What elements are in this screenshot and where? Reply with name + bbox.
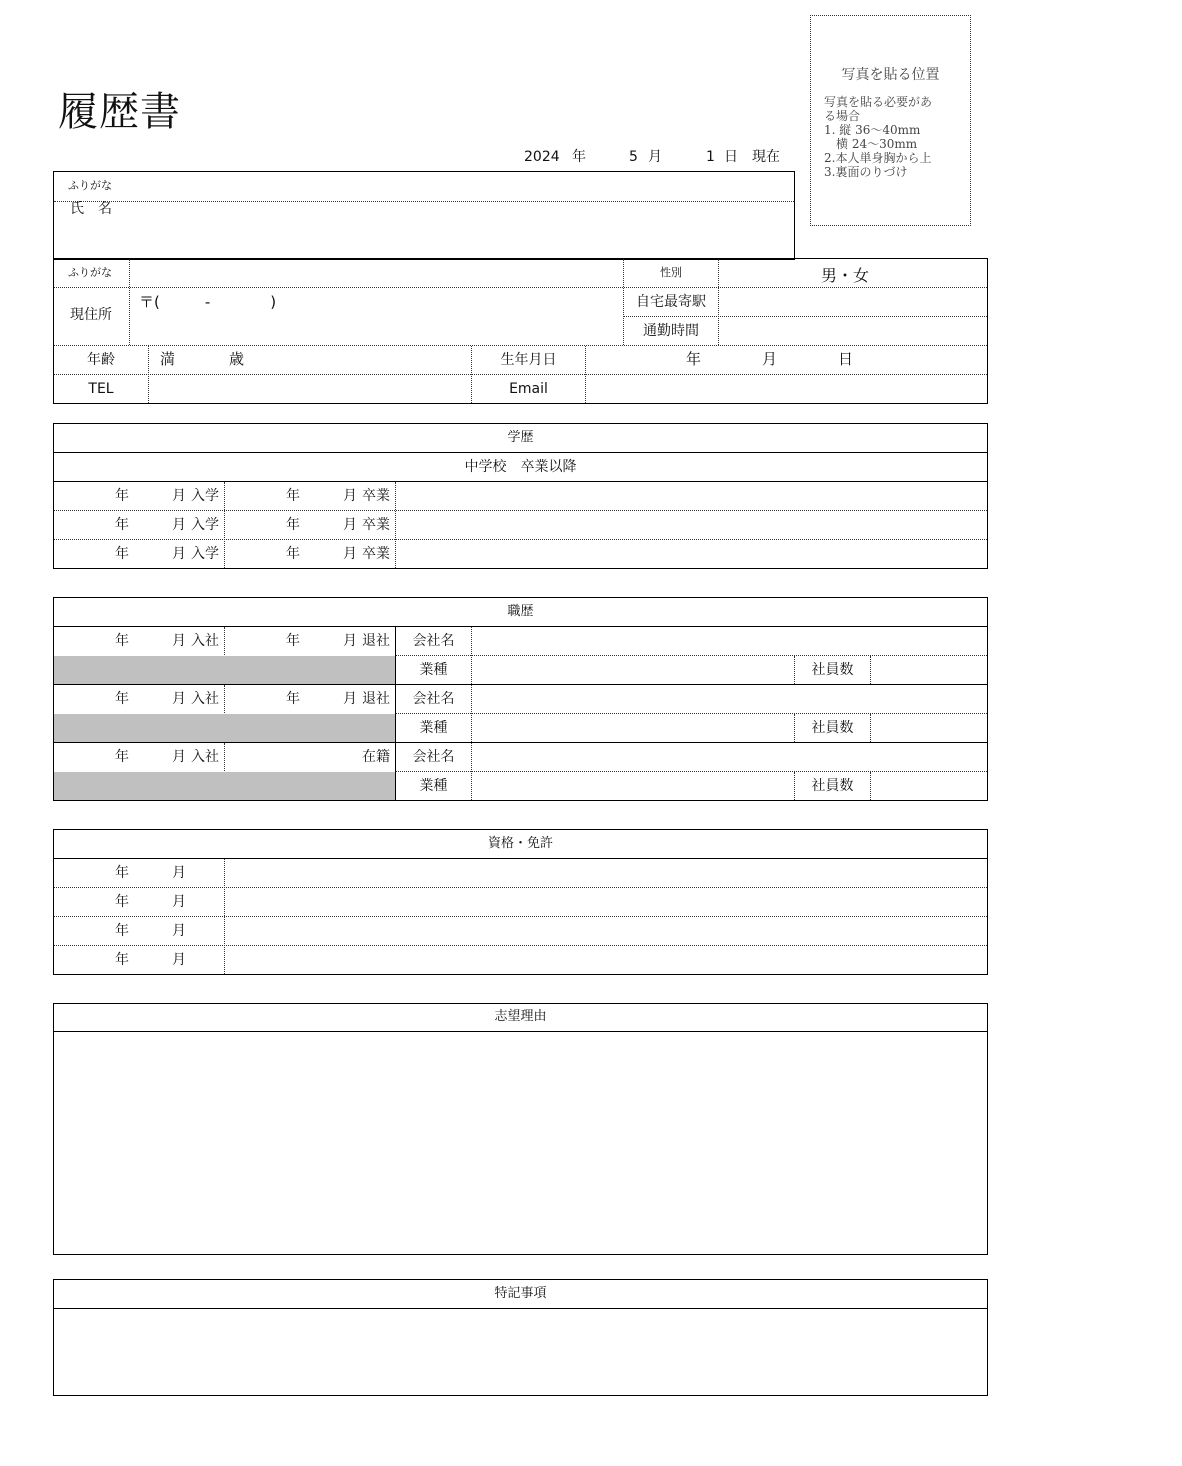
company-label: 会社名 xyxy=(412,633,455,649)
row-year-label: 年 xyxy=(115,749,129,765)
education-subheader: 中学校 卒業以降 xyxy=(464,459,577,475)
birth-month-label: 月 xyxy=(762,350,778,368)
divider xyxy=(54,510,987,511)
education-header: 学歴 xyxy=(507,430,534,445)
row-month-label: 月 xyxy=(172,894,186,910)
row-year-label: 年 xyxy=(286,488,300,504)
divider xyxy=(54,345,987,346)
divider xyxy=(54,374,987,375)
birthdate-label: 生年月日 xyxy=(500,352,557,368)
divider xyxy=(396,771,987,772)
divider xyxy=(54,539,987,540)
company-label: 会社名 xyxy=(412,749,455,765)
row-year-label: 年 xyxy=(115,923,129,939)
notes-textarea[interactable] xyxy=(56,1311,985,1393)
divider xyxy=(148,346,149,403)
row-month-label: 月 xyxy=(172,633,186,649)
row-month-label: 月 xyxy=(172,923,186,939)
row-month-label: 月 xyxy=(172,952,186,968)
join-label: 入社 xyxy=(191,633,219,649)
licenses-header: 資格・免許 xyxy=(487,836,553,851)
join-label: 入社 xyxy=(191,691,219,707)
row-month-label: 月 xyxy=(172,488,186,504)
graduate-label: 卒業 xyxy=(362,488,390,504)
employees-label: 社員数 xyxy=(811,778,854,794)
commute-label: 通勤時間 xyxy=(643,323,699,339)
divider xyxy=(395,482,396,568)
divider xyxy=(396,713,987,714)
age-prefix: 満 xyxy=(160,350,176,368)
row-month-label: 月 xyxy=(172,691,186,707)
row-year-label: 年 xyxy=(115,865,129,881)
company-label: 会社名 xyxy=(412,691,455,707)
notes-header: 特記事項 xyxy=(494,1286,547,1301)
station-label: 自宅最寄駅 xyxy=(636,294,706,310)
employees-label: 社員数 xyxy=(811,662,854,678)
row-year-label: 年 xyxy=(115,546,129,562)
divider xyxy=(870,656,871,684)
name-label: 氏 名 xyxy=(70,201,112,217)
document-title: 履歴書 xyxy=(58,89,181,135)
leave-label: 退社 xyxy=(362,633,390,649)
row-month-label: 月 xyxy=(343,517,357,533)
date-month-label: 月 xyxy=(648,149,662,165)
name-furigana-input[interactable] xyxy=(130,172,790,200)
shaded-cell xyxy=(54,772,395,800)
row-year-label: 年 xyxy=(115,952,129,968)
divider xyxy=(396,655,987,656)
row-month-label: 月 xyxy=(172,865,186,881)
enter-label: 入学 xyxy=(191,517,219,533)
email-label: Email xyxy=(509,381,548,397)
motivation-header: 志望理由 xyxy=(494,1009,547,1024)
tel-label: TEL xyxy=(88,381,114,397)
photo-title: 写真を貼る位置 xyxy=(841,67,940,83)
row-year-label: 年 xyxy=(286,633,300,649)
divider xyxy=(54,287,987,288)
enter-label: 入学 xyxy=(191,488,219,504)
date-year-value[interactable]: 2024 xyxy=(524,149,560,165)
divider xyxy=(54,916,987,917)
photo-instruction-line: 横 24〜30mm xyxy=(836,137,918,151)
current-label: 在籍 xyxy=(362,749,390,765)
name-input[interactable] xyxy=(130,202,790,258)
tel-input[interactable] xyxy=(150,376,470,402)
divider xyxy=(54,684,987,685)
divider xyxy=(54,887,987,888)
photo-instruction-line: る場合 xyxy=(824,109,861,123)
row-year-label: 年 xyxy=(286,691,300,707)
industry-label: 業種 xyxy=(419,720,448,736)
row-month-label: 月 xyxy=(343,546,357,562)
photo-instruction-line: 2.本人単身胸から上 xyxy=(824,151,932,165)
gender-value[interactable]: 男・女 xyxy=(820,266,869,285)
employees-label: 社員数 xyxy=(811,720,854,736)
leave-label: 退社 xyxy=(362,691,390,707)
address-furigana-input[interactable] xyxy=(131,260,621,286)
graduate-label: 卒業 xyxy=(362,517,390,533)
row-year-label: 年 xyxy=(115,894,129,910)
email-input[interactable] xyxy=(587,376,986,402)
age-suffix: 歳 xyxy=(229,350,245,368)
photo-instruction-line: 1. 縦 36〜40mm xyxy=(824,123,921,137)
gender-label: 性別 xyxy=(660,266,682,279)
divider xyxy=(54,1308,987,1309)
photo-instruction-line: 3.裏面のりづけ xyxy=(824,165,908,179)
date-year-label: 年 xyxy=(572,149,586,165)
row-year-label: 年 xyxy=(286,517,300,533)
row-month-label: 月 xyxy=(343,691,357,707)
divider xyxy=(54,858,987,859)
career-header: 職歴 xyxy=(507,604,534,619)
row-year-label: 年 xyxy=(115,488,129,504)
row-year-label: 年 xyxy=(115,633,129,649)
join-label: 入社 xyxy=(191,749,219,765)
divider xyxy=(54,742,987,743)
divider xyxy=(129,259,130,345)
station-input[interactable] xyxy=(720,289,986,315)
address-label: 現住所 xyxy=(70,307,112,323)
divider xyxy=(870,772,871,800)
divider xyxy=(224,482,225,568)
divider xyxy=(224,627,225,655)
motivation-textarea[interactable] xyxy=(56,1034,985,1252)
divider xyxy=(870,714,871,742)
photo-instruction-line: 写真を貼る必要があ xyxy=(824,95,933,109)
divider xyxy=(54,945,987,946)
divider xyxy=(224,685,225,713)
row-year-label: 年 xyxy=(115,517,129,533)
divider xyxy=(54,452,987,453)
divider xyxy=(224,743,225,771)
postal-code-field[interactable]: 〒( - ) xyxy=(139,293,277,311)
shaded-cell xyxy=(54,656,395,684)
row-year-label: 年 xyxy=(115,691,129,707)
age-label: 年齢 xyxy=(87,352,115,368)
row-month-label: 月 xyxy=(172,546,186,562)
divider xyxy=(54,1031,987,1032)
divider xyxy=(471,627,472,800)
row-month-label: 月 xyxy=(172,517,186,533)
date-month-value[interactable]: 5 xyxy=(629,149,638,165)
date-suffix: 現在 xyxy=(752,149,780,165)
date-day-value[interactable]: 1 xyxy=(706,149,715,165)
commute-input[interactable] xyxy=(720,318,986,344)
divider xyxy=(54,481,987,482)
row-month-label: 月 xyxy=(172,749,186,765)
industry-label: 業種 xyxy=(419,662,448,678)
furigana-label: ふりがな xyxy=(68,179,112,192)
divider xyxy=(54,626,987,627)
graduate-label: 卒業 xyxy=(362,546,390,562)
date-day-label: 日 xyxy=(724,149,738,165)
divider xyxy=(224,859,225,974)
industry-label: 業種 xyxy=(419,778,448,794)
photo-placeholder xyxy=(810,15,971,226)
divider xyxy=(395,627,396,800)
divider xyxy=(585,346,586,403)
row-year-label: 年 xyxy=(286,546,300,562)
birth-year-label: 年 xyxy=(686,350,702,368)
enter-label: 入学 xyxy=(191,546,219,562)
birth-day-label: 日 xyxy=(838,350,854,368)
address-furigana-label: ふりがな xyxy=(68,266,112,279)
divider xyxy=(624,316,987,317)
row-month-label: 月 xyxy=(343,488,357,504)
shaded-cell xyxy=(54,714,395,742)
row-month-label: 月 xyxy=(343,633,357,649)
